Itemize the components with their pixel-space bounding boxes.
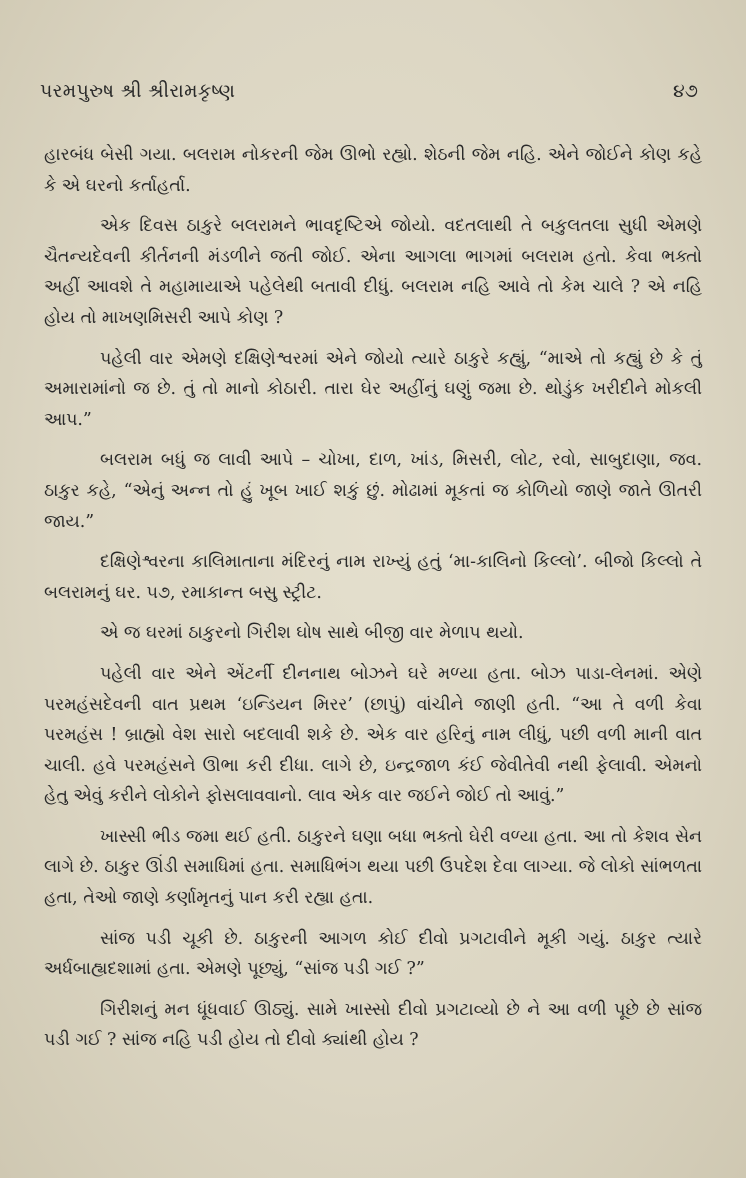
paragraph: સાંજ પડી ચૂકી છે. ઠાકુરની આગળ કોઈ દીવો પ્રગટાવીને મૂકી ગયું. ઠાકુર ત્યારે અર્ધબાહ્યદશામાં હતા. એમણે પૂછ્યું, “સાંજ પડી ગઈ ?”	[44, 928, 702, 980]
paragraph: હારબંધ બેસી ગયા. બલરામ નોકરની જેમ ઊભો રહ્યો. શેઠની જેમ નહિ. એને જોઈને કોણ કહે કે એ ઘરનો કર્તાહર્તા.	[44, 145, 702, 196]
body-text	[44, 140, 702, 1066]
paragraph: એક દિવસ ઠાકુરે બલરામને ભાવદૃષ્ટિએ જોયો. વદતલાથી તે બકુલતલા સુધી એમણે ચૈતન્યદેવની કીર્તનની મંડળીને જતી જોઈ. એના આગલા ભાગમાં બલરામ હતો. કેવા ભક્તો અહીં આવશે તે મહામાયાએ પહેલેથી બતાવી દીધું. બલરામ નહિ આવે તો કેમ ચાલે ? એ નહિ હોય તો માખણમિસરી આપે કોણ ?	[44, 216, 702, 328]
running-title: પરમપુરુષ શ્રી શ્રીરામકૃષ્ણ	[40, 80, 236, 102]
paragraph: એ જ ઘરમાં ઠાકુરનો ગિરીશ ઘોષ સાથે બીજી વાર મેળાપ થયો.	[100, 623, 524, 644]
paragraph: ખાસ્સી ભીડ જમા થઈ હતી. ઠાકુરને ઘણા બધા ભક્તો ઘેરી વળ્યા હતા. આ તો કેશવ સેન લાગે છે. ઠાકુર ઊંડી સમાધિમાં હતા. સમાધિભંગ થયા પછી ઉપદેશ દેવા લાગ્યા. જે લોકો સાંભળતા હતા, તેઓ જાણે કર્ણામૃતનું પાન કરી રહ્યા હતા.	[44, 826, 702, 909]
paragraph: ગિરીશનું મન ધૂંધવાઈ ઊઠ્યું. સામે ખાસ્સો દીવો પ્રગટાવ્યો છે ને આ વળી પૂછે છે સાંજ પડી ગઈ ? સાંજ નહિ પડી હોય તો દીવો ક્યાંથી હોય ?	[44, 999, 702, 1051]
paragraph: દક્ષિણેશ્વરના કાલિમાતાના મંદિરનું નામ રાખ્યું હતું ‘મા-કાલિનો કિલ્લો’. બીજો કિલ્લો તે બલરામનું ઘર. ૫૭, રમાકાન્ત બસુ સ્ટ્રીટ.	[44, 552, 702, 603]
page-number: ૪૭	[673, 80, 698, 102]
paragraph: પહેલી વાર એને એંટર્ની દીનનાથ બોઝને ઘરે મળ્યા હતા. બોઝ પાડા-લેનમાં. એણે પરમહંસદેવની વાત પ્રથમ ‘ઇન્ડિયન મિરર’ (છાપું) વાંચીને જાણી હતી. “આ તે વળી કેવા પરમહંસ ! બ્રાહ્મો વેશ સારો બદલાવી શકે છે. એક વાર હરિનું નામ લીધું, પછી વળી માની વાત ચાલી. હવે પરમહંસને ઊભા કરી દીધા. લાગે છે, ઇન્દ્રજાળ કંઈ જેવીતેવી નથી ફેલાવી. એમનો હેતુ એવું કરીને લોકોને ફોસલાવવાનો. લાવ એક વાર જઈને જોઈ તો આવું.”	[44, 663, 702, 807]
paragraph: પહેલી વાર એમણે દક્ષિણેશ્વરમાં એને જોયો ત્યારે ઠાકુરે કહ્યું, “માએ તો કહ્યું છે કે તું અમારામાંનો જ છે. તું તો માનો કોઠારી. તારા ઘેર અહીંનું ઘણું જમા છે. થોડુંક ખરીદીને મોકલી આપ.”	[44, 348, 702, 430]
paragraph: બલરામ બધું જ લાવી આપે – ચોખા, દાળ, ખાંડ, મિસરી, લોટ, રવો, સાબુદાણા, જવ. ઠાકુર કહે, “એનું અન્ન તો હું ખૂબ ખાઈ શકું છું. મોઢામાં મૂકતાં જ કોળિયો જાણે જાતે ઊતરી જાય.”	[44, 450, 702, 532]
page-header	[40, 80, 706, 120]
